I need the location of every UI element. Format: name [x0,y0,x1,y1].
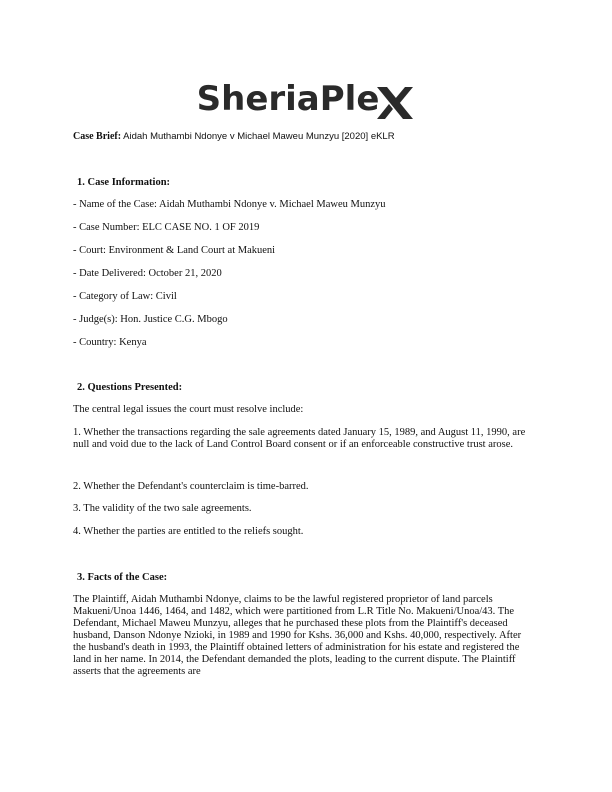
case-information-heading: 1. Case Information: [77,177,171,188]
question-item: 3. The validity of the two sale agreements. [73,503,252,514]
case-name-item: - Name of the Case: Aidah Muthambi Ndonye v. Michael Maweu Munzyu [73,199,386,210]
facts-paragraph: The Plaintiff, Aidah Muthambi Ndonye, claims to be the lawful registered proprietor of land parcels Makueni/Unoa 1446, 1464, and 1482, which were partitioned from L.R Title No. Makueni/Unoa/43. The Defendant, Michael Maweu Munzyu, alleges that he purchased these plots from the Plaintiff's deceased husband, Danson Ndonye Nzioki, in 1989 and 1990 for Kshs. 36,000 and Kshs. 40,000, respectively. After the husband's death in 1993, the Plaintiff obtained letters of administration for his estate and registered the land in her name. In 2014, the Defendant demanded the plots, leading to the current dispute. The Plaintiff asserts that the agreements are [73,594,522,677]
logo-text: SheriaPle [196,79,380,119]
case-brief-line [73,130,395,143]
court-item: - Court: Environment & Land Court at Makueni [73,245,276,256]
questions-intro: The central legal issues the court must resolve include: [73,404,304,415]
question-item: 4. Whether the parties are entitled to the reliefs sought. [73,526,304,537]
category-of-law-item: - Category of Law: Civil [73,291,177,302]
questions-presented-heading: 2. Questions Presented: [77,382,183,393]
country-item: - Country: Kenya [73,337,147,348]
case-number-item: - Case Number: ELC CASE NO. 1 OF 2019 [73,222,260,233]
facts-of-the-case-heading: 3. Facts of the Case: [77,572,168,583]
sheriaplex-logo [0,74,612,124]
judges-item: - Judge(s): Hon. Justice C.G. Mbogo [73,314,228,325]
case-brief-label: Case Brief: [73,131,122,142]
x-mark-icon [375,85,415,121]
case-brief-title: Aidah Muthambi Ndonye v Michael Maweu Munzyu [2020] eKLR [121,131,395,142]
question-item: 2. Whether the Defendant's counterclaim is time-barred. [73,481,309,492]
question-item: 1. Whether the transactions regarding the sale agreements dated January 15, 1989, and August 11, 1990, are null and void due to the lack of Land Control Board consent or if an enforceable constructive trust arose. [73,427,526,450]
date-delivered-item: - Date Delivered: October 21, 2020 [73,268,222,279]
